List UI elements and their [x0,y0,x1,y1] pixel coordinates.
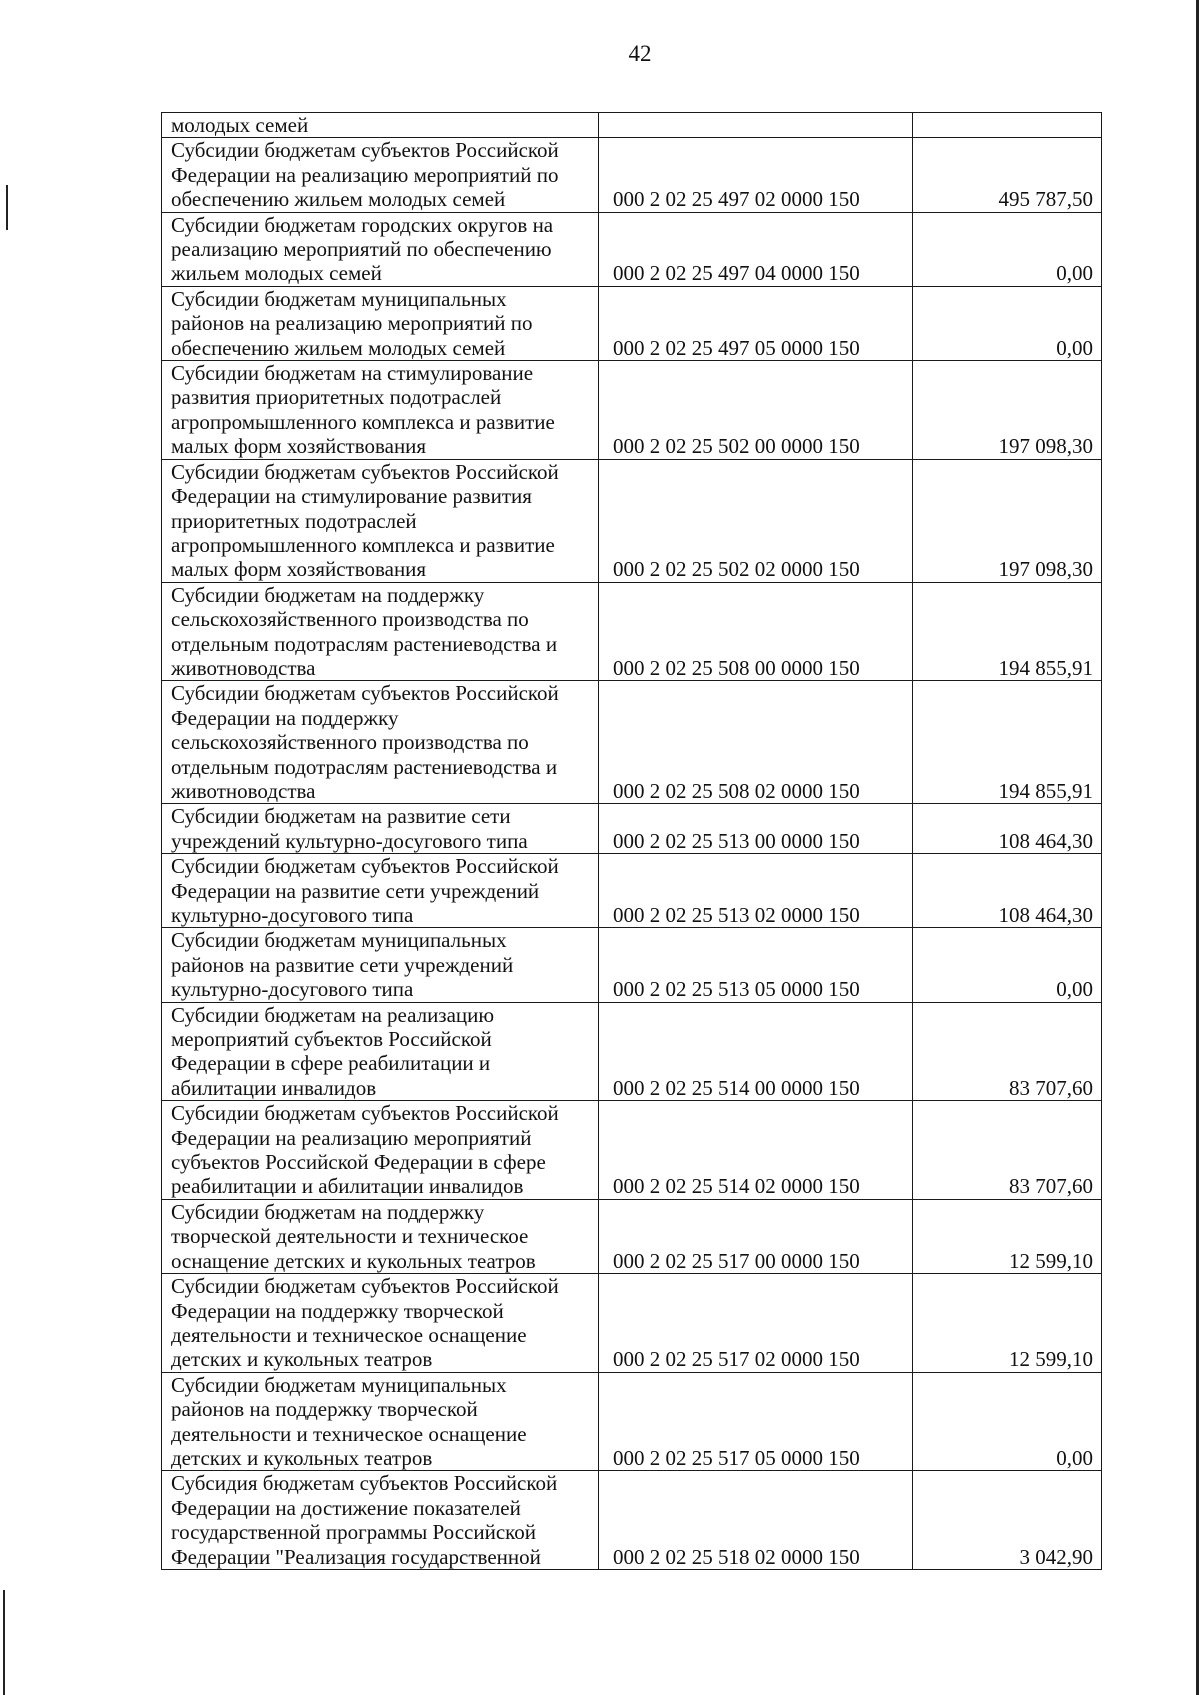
row-budget-code: 000 2 02 25 508 02 0000 150 [599,681,913,804]
row-amount: 495 787,50 [913,138,1102,212]
description-line: отдельным подотраслям растениеводства и [171,631,558,656]
row-description [162,804,599,854]
description-line: обеспечению жильем молодых семей [171,335,506,360]
description-line: Субсидии бюджетам субъектов Российской [171,1274,559,1299]
row-amount [913,113,1102,138]
description-line: Субсидии бюджетам субъектов Российской [171,138,559,163]
description-line: Федерации на реализацию мероприятий [171,1125,532,1150]
description-line: детских и кукольных театров [171,1445,433,1470]
budget-table [161,112,1102,1570]
row-amount: 83 707,60 [913,1002,1102,1101]
description-line: сельскохозяйственного производства по [171,730,529,755]
budget-table-body [162,113,1102,1570]
description-line: Федерации на поддержку творческой [171,1298,504,1323]
description-line: деятельности и техническое оснащение [171,1421,527,1446]
description-line: Субсидии бюджетам муниципальных [171,928,507,953]
description-line: приоритетных подотраслей [171,508,417,533]
description-line: Субсидии бюджетам муниципальных [171,286,507,311]
row-budget-code: 000 2 02 25 513 02 0000 150 [599,854,913,928]
row-budget-code: 000 2 02 25 514 00 0000 150 [599,1002,913,1101]
row-budget-code: 000 2 02 25 517 00 0000 150 [599,1199,913,1273]
row-amount: 108 464,30 [913,804,1102,854]
row-amount: 197 098,30 [913,459,1102,582]
table-row [162,113,1102,138]
row-amount: 0,00 [913,212,1102,286]
row-amount: 194 855,91 [913,582,1102,681]
table-row [162,582,1102,681]
table-row [162,459,1102,582]
row-budget-code: 000 2 02 25 497 05 0000 150 [599,286,913,360]
description-line: жильем молодых семей [171,261,382,286]
row-budget-code: 000 2 02 25 508 00 0000 150 [599,582,913,681]
description-line: агропромышленного комплекса и развитие [171,409,555,434]
description-line: Субсидии бюджетам городских округов на [171,212,554,237]
description-line: Субсидии бюджетам на стимулирование [171,361,534,386]
table-row [162,1274,1102,1373]
row-budget-code: 000 2 02 25 502 00 0000 150 [599,361,913,460]
row-description [162,1372,599,1471]
description-line: районов на поддержку творческой [171,1397,478,1422]
table-row [162,1471,1102,1570]
description-line: малых форм хозяйствования [171,434,427,459]
row-budget-code: 000 2 02 25 517 05 0000 150 [599,1372,913,1471]
description-line: Субсидии бюджетам субъектов Российской [171,681,559,706]
table-row [162,854,1102,928]
row-description [162,113,599,138]
row-description [162,1002,599,1101]
description-line: Субсидии бюджетам на реализацию [171,1002,495,1027]
description-line: оснащение детских и кукольных театров [171,1248,536,1273]
row-amount: 194 855,91 [913,681,1102,804]
description-line: культурно-досугового типа [171,977,414,1002]
description-line: Субсидии бюджетам муниципальных [171,1372,507,1397]
row-budget-code: 000 2 02 25 513 00 0000 150 [599,804,913,854]
row-amount: 83 707,60 [913,1101,1102,1200]
description-line: культурно-досугового типа [171,903,414,927]
description-line: Субсидии бюджетам субъектов Российской [171,1101,559,1126]
table-row [162,1101,1102,1200]
description-line: сельскохозяйственного производства по [171,607,529,632]
description-line: Субсидии бюджетам на поддержку [171,582,485,607]
row-amount: 12 599,10 [913,1199,1102,1273]
description-line: мероприятий субъектов Российской [171,1027,492,1052]
description-line: развития приоритетных подотраслей [171,385,502,410]
row-description [162,459,599,582]
description-line: Субсидии бюджетам субъектов Российской [171,459,559,484]
description-line: Субсидии бюджетам на развитие сети [171,804,511,829]
table-row [162,681,1102,804]
description-line: Субсидии бюджетам субъектов Российской [171,854,559,879]
description-line: Федерации на стимулирование развития [171,484,532,509]
row-budget-code: 000 2 02 25 502 02 0000 150 [599,459,913,582]
row-budget-code: 000 2 02 25 497 04 0000 150 [599,212,913,286]
description-line: Субсидия бюджетам субъектов Российской [171,1471,558,1496]
description-line: районов на реализацию мероприятий по [171,311,533,336]
description-line: Субсидии бюджетам на поддержку [171,1199,485,1224]
description-line: молодых семей [171,113,309,137]
row-description [162,681,599,804]
table-row [162,1002,1102,1101]
description-line: учреждений культурно-досугового типа [171,828,528,853]
table-row [162,804,1102,854]
description-line: реализацию мероприятий по обеспечению [171,237,552,262]
row-description [162,928,599,1002]
row-amount: 0,00 [913,1372,1102,1471]
page-number: 42 [628,41,652,66]
description-line: Федерации "Реализация государственной [171,1544,541,1569]
description-line: абилитации инвалидов [171,1075,377,1100]
scan-mark-left-top [6,185,8,230]
description-line: детских и кукольных театров [171,1347,433,1372]
table-row [162,138,1102,212]
table-row [162,212,1102,286]
row-description [162,1199,599,1273]
row-budget-code: 000 2 02 25 514 02 0000 150 [599,1101,913,1200]
row-description [162,582,599,681]
row-description [162,1101,599,1200]
description-line: Федерации на реализацию мероприятий по [171,162,559,187]
description-line: Федерации в сфере реабилитации и [171,1051,491,1076]
row-budget-code [599,113,913,138]
row-description [162,1274,599,1373]
table-row [162,928,1102,1002]
description-line: реабилитации и абилитации инвалидов [171,1174,524,1199]
description-line: государственной программы Российской [171,1520,537,1545]
row-amount: 197 098,30 [913,361,1102,460]
table-row [162,1199,1102,1273]
description-line: Федерации на развитие сети учреждений [171,878,540,903]
description-line: животноводства [171,778,316,803]
row-amount: 3 042,90 [913,1471,1102,1570]
description-line: малых форм хозяйствования [171,557,427,582]
description-line: деятельности и техническое оснащение [171,1322,527,1347]
row-description [162,1471,599,1570]
row-description [162,286,599,360]
row-budget-code: 000 2 02 25 513 05 0000 150 [599,928,913,1002]
row-description [162,361,599,460]
row-amount: 108 464,30 [913,854,1102,928]
table-row [162,1372,1102,1471]
description-line: районов на развитие сети учреждений [171,952,514,977]
row-description [162,138,599,212]
description-line: Федерации на достижение показателей [171,1495,521,1520]
description-line: отдельным подотраслям растениеводства и [171,754,558,779]
description-line: Федерации на поддержку [171,705,399,730]
row-amount: 0,00 [913,286,1102,360]
row-budget-code: 000 2 02 25 497 02 0000 150 [599,138,913,212]
scan-mark-right [1196,0,1199,1695]
row-amount: 12 599,10 [913,1274,1102,1373]
row-amount: 0,00 [913,928,1102,1002]
row-description [162,854,599,928]
row-description [162,212,599,286]
description-line: животноводства [171,655,316,680]
table-row [162,361,1102,460]
table-row [162,286,1102,360]
description-line: творческой деятельности и техническое [171,1224,529,1249]
scan-mark-left-bottom [3,1590,5,1695]
description-line: агропромышленного комплекса и развитие [171,532,555,557]
description-line: обеспечению жильем молодых семей [171,187,506,212]
row-budget-code: 000 2 02 25 517 02 0000 150 [599,1274,913,1373]
description-line: субъектов Российской Федерации в сфере [171,1150,546,1175]
row-budget-code: 000 2 02 25 518 02 0000 150 [599,1471,913,1570]
